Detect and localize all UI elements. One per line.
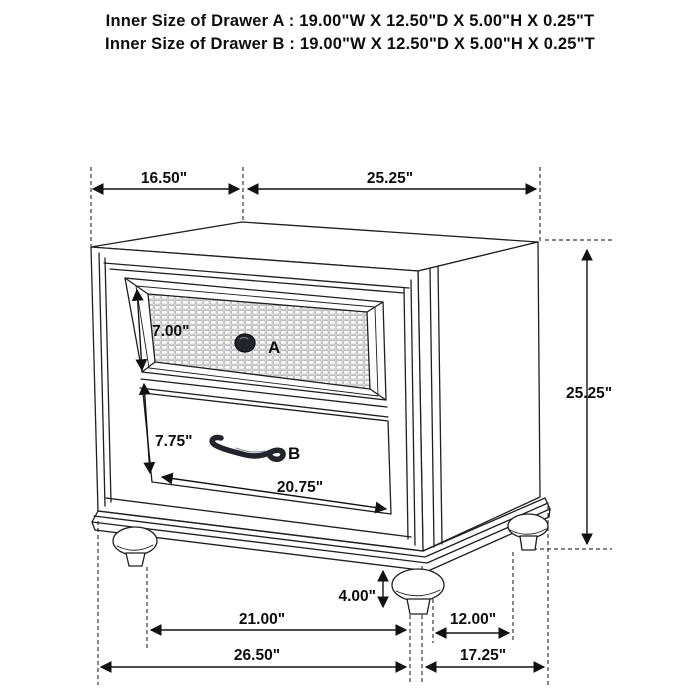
drawer-b-label: B	[288, 444, 301, 463]
dim-label-overall-height: 25.25"	[566, 385, 613, 402]
dim-label-front-feet-span: 21.00"	[238, 611, 286, 628]
drawer-a-knob	[235, 334, 255, 352]
front-left-foot	[113, 527, 157, 566]
base-molding-left-cap	[92, 511, 98, 530]
side-panel-outline	[418, 242, 540, 551]
dim-label-drawer-b-height: 7.75"	[155, 433, 193, 450]
dim-label-top-depth: 16.50"	[140, 170, 188, 187]
back-right-foot-tip	[520, 536, 537, 550]
dim-label-top-width: 25.25"	[366, 170, 414, 187]
dim-label-drawer-a-height: 7.00"	[152, 323, 190, 340]
dim-label-drawer-b-width: 20.75"	[276, 479, 324, 496]
drawer-a-label: A	[268, 338, 281, 357]
dim-label-overall-width: 26.50"	[233, 647, 281, 664]
side-panel	[418, 242, 540, 551]
front-right-foot-tip	[407, 599, 430, 614]
dim-label-foot-height: 4.00"	[338, 588, 376, 605]
front-left-foot-tip	[126, 553, 145, 566]
drawer-b-size-title: Inner Size of Drawer B : 19.00"W X 12.50"D X 5.00"H X 0.25"T	[105, 35, 595, 53]
drawer-a-size-title: Inner Size of Drawer A : 19.00"W X 12.50"D X 5.00"H X 0.25"T	[105, 12, 595, 30]
front-left-foot-bulb	[113, 527, 157, 555]
dim-label-side-feet-span: 12.00"	[449, 611, 497, 628]
back-right-foot	[508, 514, 548, 550]
front-right-foot	[392, 569, 444, 614]
dim-label-overall-depth: 17.25"	[459, 647, 507, 664]
nightstand-drawing	[91, 222, 550, 614]
